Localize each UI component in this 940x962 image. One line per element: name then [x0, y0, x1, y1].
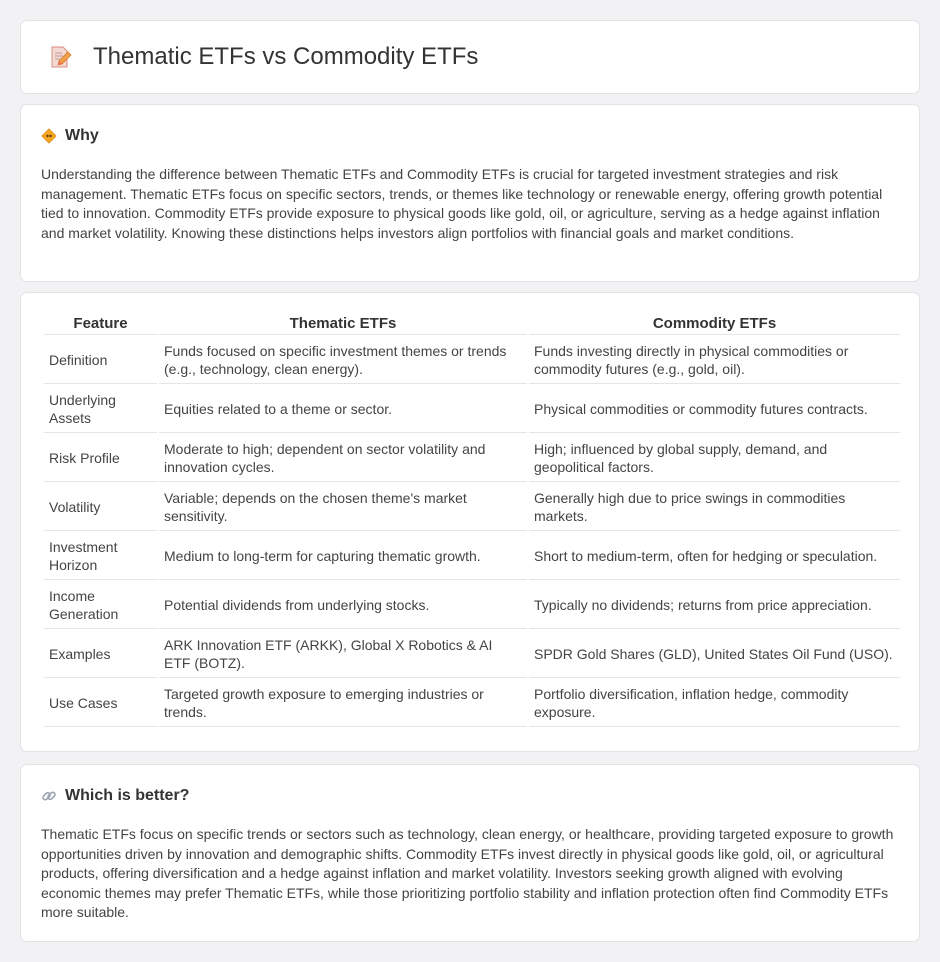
commodity-cell: Typically no dividends; returns from price appreciation.: [529, 582, 900, 629]
thematic-cell: Medium to long-term for capturing thematic growth.: [159, 533, 527, 580]
commodity-cell: Generally high due to price swings in commodities markets.: [529, 484, 900, 531]
which-is-better-text: Thematic ETFs focus on specific trends or sectors such as technology, clean energy, or healthcare, providing targeted exposure to growth opportunities driven by innovation and demographic shifts. Commodity ETFs invest directly in physical goods like gold, oil, or agricultural products, offering diversification and a hedge against inflation and market volatility. Investors seeking growth aligned with evolving economic themes may prefer Thematic ETFs, while those prioritizing portfolio stability and inflation protection often find Commodity ETFs more suitable.: [41, 826, 894, 921]
which-is-better-title: Which is better?: [65, 787, 190, 804]
thematic-cell: Funds focused on specific investment themes or trends (e.g., technology, clean energy).: [159, 337, 527, 384]
thematic-cell: Targeted growth exposure to emerging industries or trends.: [159, 680, 527, 727]
thematic-cell: Equities related to a theme or sector.: [159, 386, 527, 433]
thematic-cell: ARK Innovation ETF (ARKK), Global X Robotics & AI ETF (BOTZ).: [159, 631, 527, 678]
comparison-table: [42, 311, 902, 729]
which-is-better-section: [20, 764, 920, 942]
table-row: [44, 337, 900, 384]
diamond-sign-icon: [41, 128, 57, 144]
feature-cell: Underlying Assets: [44, 386, 157, 433]
why-title: Why: [65, 127, 99, 144]
table-row: [44, 680, 900, 727]
header-thematic: Thematic ETFs: [159, 313, 527, 335]
feature-cell: Use Cases: [44, 680, 157, 727]
table-row: [44, 435, 900, 482]
feature-cell: Income Generation: [44, 582, 157, 629]
document-pencil-icon: [47, 44, 73, 70]
feature-cell: Definition: [44, 337, 157, 384]
comparison-table-card: [20, 292, 920, 752]
commodity-cell: SPDR Gold Shares (GLD), United States Oil Fund (USO).: [529, 631, 900, 678]
feature-cell: Risk Profile: [44, 435, 157, 482]
commodity-cell: High; influenced by global supply, demand, and geopolitical factors.: [529, 435, 900, 482]
thematic-cell: Moderate to high; dependent on sector volatility and innovation cycles.: [159, 435, 527, 482]
table-row: [44, 533, 900, 580]
table-row: [44, 582, 900, 629]
title-card: [20, 20, 920, 94]
feature-cell: Examples: [44, 631, 157, 678]
commodity-cell: Short to medium-term, often for hedging or speculation.: [529, 533, 900, 580]
header-commodity: Commodity ETFs: [529, 313, 900, 335]
table-row: [44, 386, 900, 433]
why-section: [20, 104, 920, 282]
feature-cell: Investment Horizon: [44, 533, 157, 580]
header-feature: Feature: [44, 313, 157, 335]
why-text: Understanding the difference between Thematic ETFs and Commodity ETFs is crucial for targeted investment strategies and risk management. Thematic ETFs focus on specific sectors, trends, or themes like technology or renewable energy, offering growth potential tied to innovation. Commodity ETFs provide exposure to physical goods like gold, oil, or agriculture, serving as a hedge against inflation and market volatility. Knowing these distinctions helps investors align portfolios with financial goals and market conditions.: [41, 166, 883, 241]
table-header-row: [44, 313, 900, 335]
thematic-cell: Potential dividends from underlying stocks.: [159, 582, 527, 629]
commodity-cell: Portfolio diversification, inflation hedge, commodity exposure.: [529, 680, 900, 727]
thematic-cell: Variable; depends on the chosen theme's market sensitivity.: [159, 484, 527, 531]
link-icon: [41, 788, 57, 804]
table-row: [44, 484, 900, 531]
table-row: [44, 631, 900, 678]
page-title: Thematic ETFs vs Commodity ETFs: [93, 43, 479, 70]
commodity-cell: Funds investing directly in physical commodities or commodity futures (e.g., gold, oil).: [529, 337, 900, 384]
feature-cell: Volatility: [44, 484, 157, 531]
commodity-cell: Physical commodities or commodity futures contracts.: [529, 386, 900, 433]
